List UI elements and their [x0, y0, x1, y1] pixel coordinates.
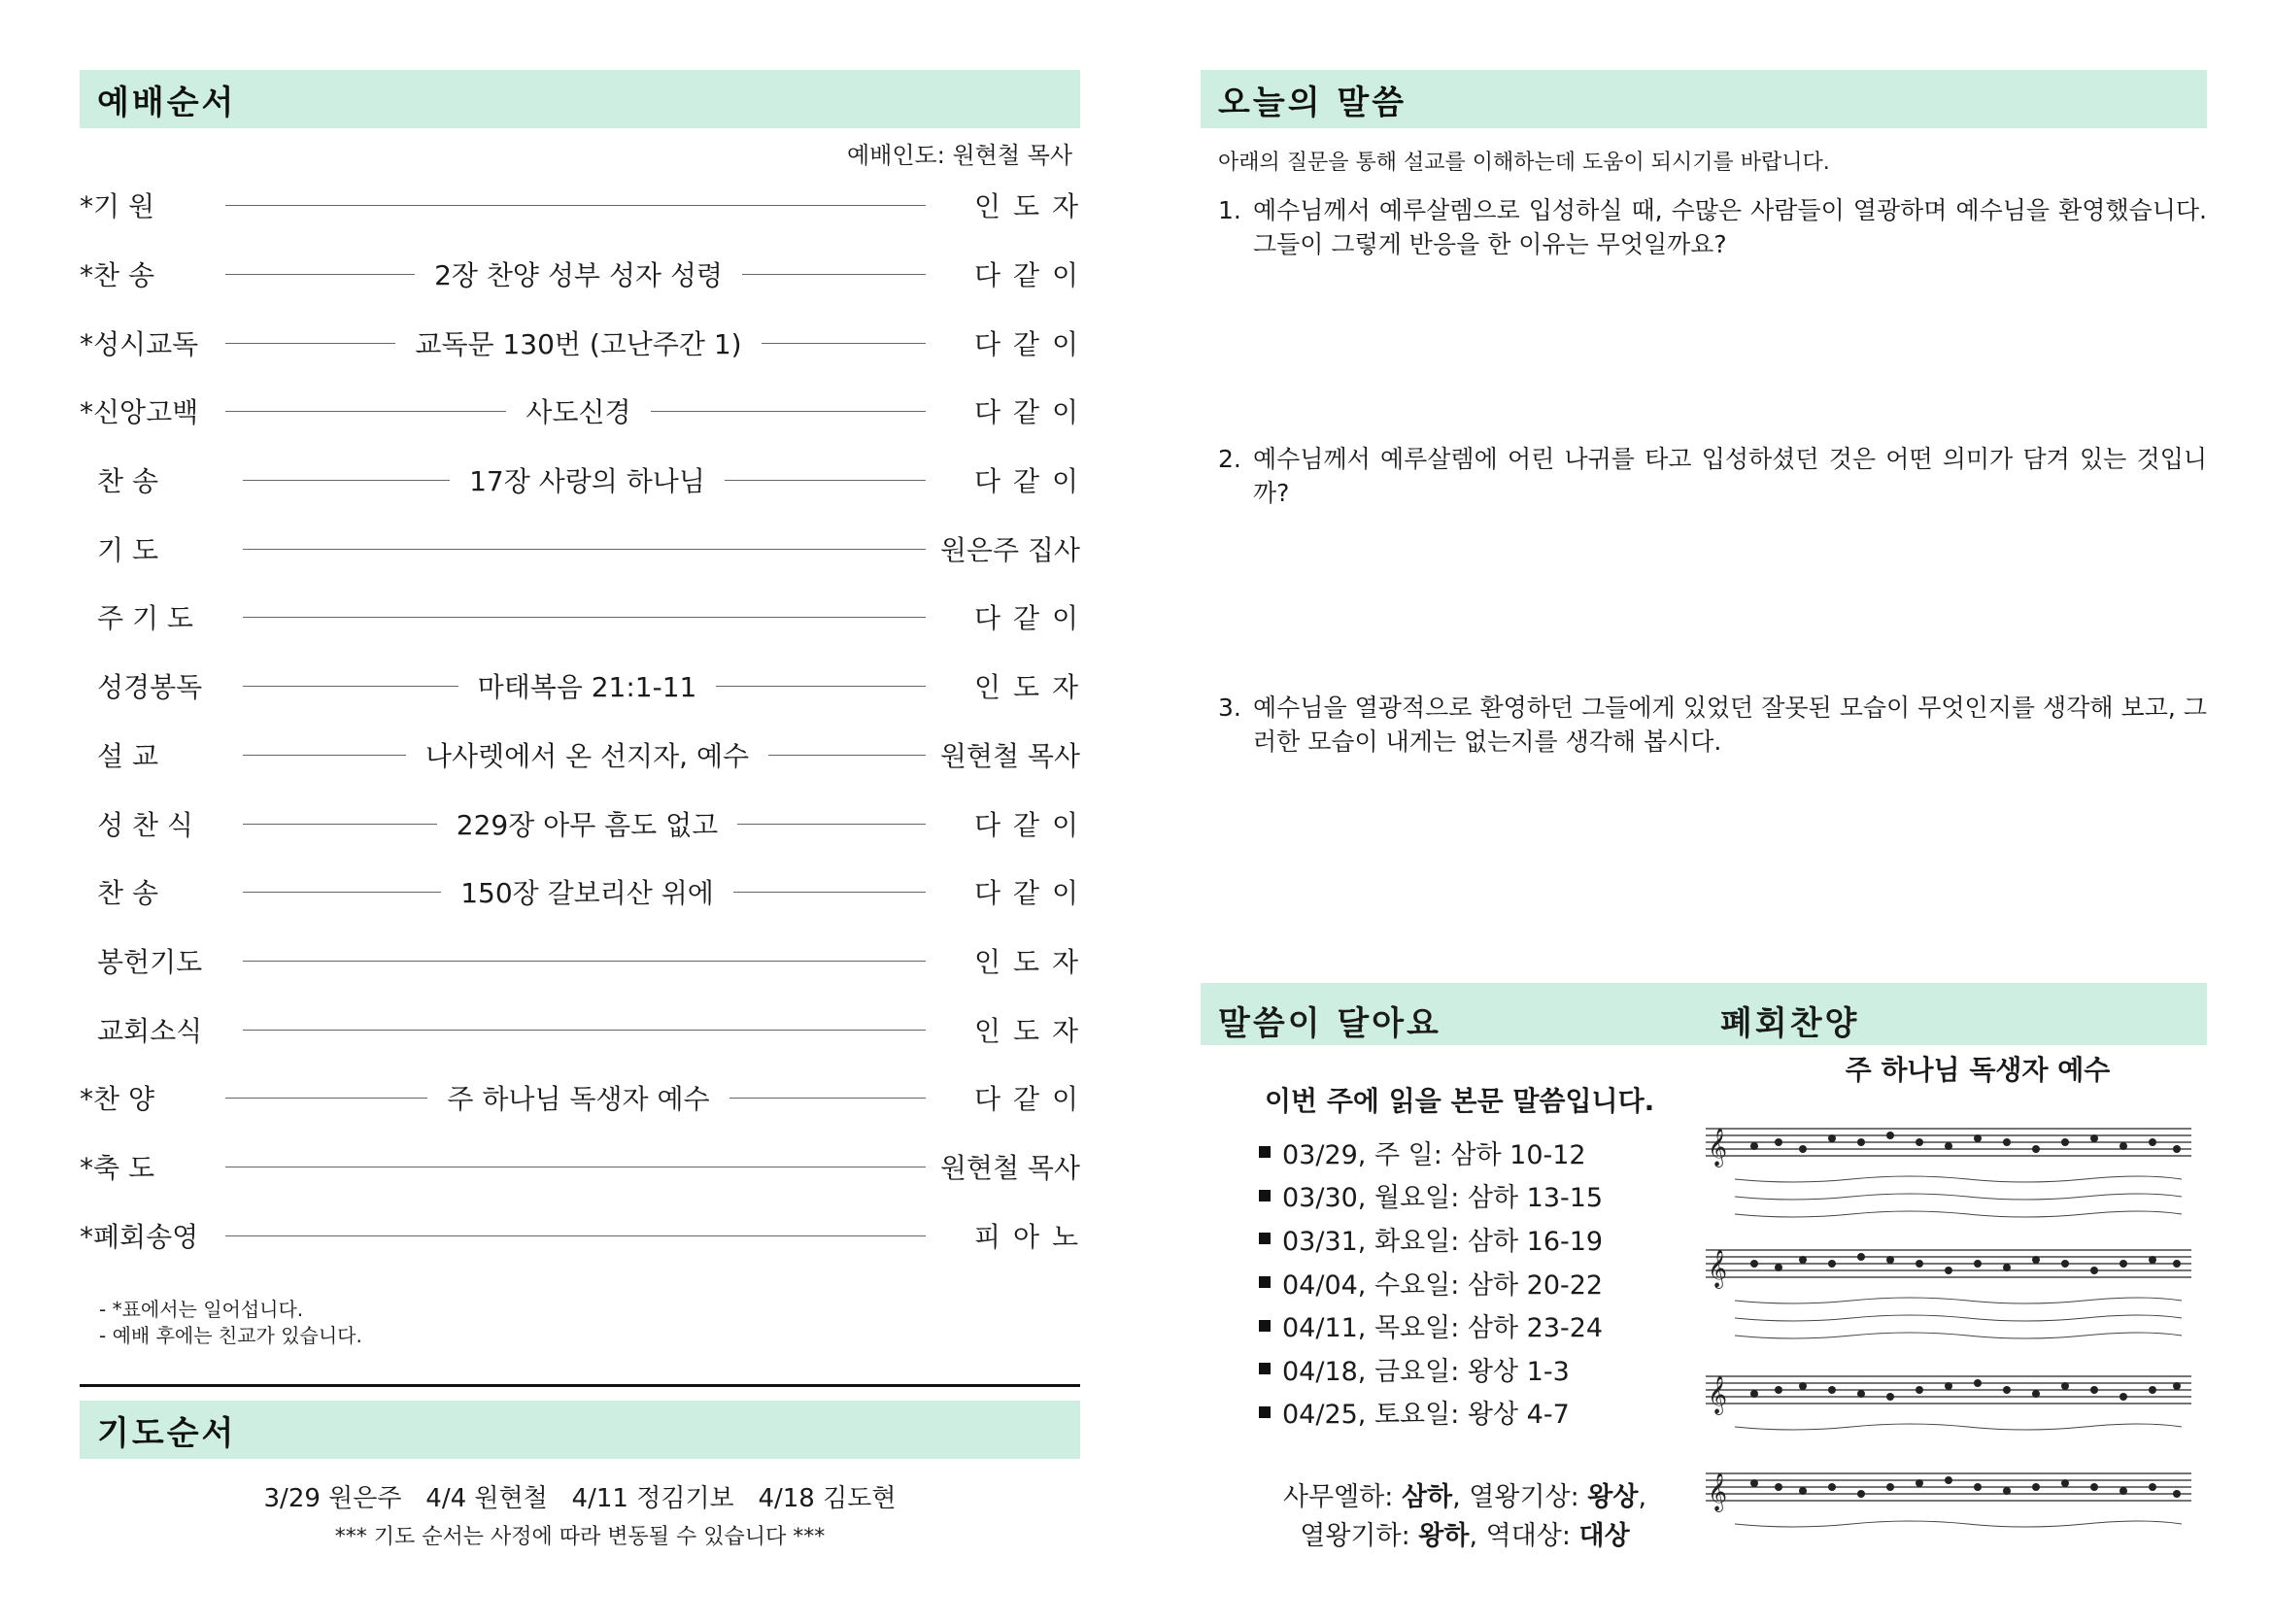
order-dotted-leader: [235, 872, 939, 911]
prayer-order-header: [80, 1401, 1080, 1459]
leader-line: [225, 1235, 926, 1236]
question-text: 예수님께서 예루살렘으로 입성하실 때, 수많은 사람들이 열광하며 예수님을 환영했습니다. 그들이 그렇게 반응을 한 이유는 무엇일까요?: [1253, 196, 2207, 258]
reading-item: [1259, 1174, 1603, 1218]
bullet-icon: [1259, 1406, 1271, 1418]
worship-order-header: [80, 70, 1080, 128]
order-dotted-leader: [235, 804, 939, 843]
order-performer: 다 같 이: [974, 327, 1080, 360]
reading-text: 04/18, 금요일: 왕상 1-3: [1282, 1356, 1570, 1387]
question-number: 2.: [1218, 445, 1241, 473]
order-label: 주 기 도: [97, 602, 193, 635]
sermon-intro: 아래의 질문을 통해 설교를 이해하는데 도움이 되시기를 바랍니다.: [1218, 151, 1830, 175]
reading-item: [1259, 1347, 1603, 1391]
question-number: 3.: [1218, 694, 1241, 722]
order-label: 교회소식: [97, 1014, 203, 1047]
svg-text:𝄞: 𝄞: [1708, 1472, 1728, 1511]
leader-line: [225, 205, 926, 206]
order-dotted-leader: [218, 1216, 939, 1255]
order-performer: 원은주 집사: [939, 533, 1080, 566]
order-title: 나사렛에서 온 선지자, 예수: [406, 735, 768, 774]
order-dotted-leader: [235, 597, 939, 636]
order-performer: 다 같 이: [974, 396, 1080, 429]
abbr-line-1: [1271, 1478, 1659, 1517]
reading-text: 04/11, 목요일: 삼하 23-24: [1282, 1313, 1604, 1344]
reading-text: 04/25, 토요일: 왕상 4-7: [1282, 1400, 1570, 1431]
closing-song-title: 주 하나님 독생자 예수: [1845, 1054, 2111, 1086]
order-performer: 다 같 이: [974, 1083, 1080, 1116]
order-row: [80, 927, 1080, 996]
order-dotted-leader: [235, 666, 939, 705]
abbr-text: , 열왕기상:: [1452, 1482, 1588, 1512]
reading-item: [1259, 1391, 1603, 1435]
worship-order-title: 예배순서: [97, 83, 237, 122]
order-label: 성경봉독: [97, 671, 203, 704]
bullet-icon: [1259, 1320, 1271, 1332]
bullet-icon: [1259, 1363, 1271, 1374]
order-performer: 다 같 이: [974, 808, 1080, 841]
order-performer: 원현철 목사: [939, 1151, 1080, 1184]
order-label: *찬 송: [80, 259, 154, 292]
reading-item: [1259, 1217, 1603, 1261]
order-performer: 다 같 이: [974, 465, 1080, 498]
order-performer: 다 같 이: [974, 259, 1080, 292]
question-text: 예수님께서 예루살렘에 어린 나귀를 타고 입성하셨던 것은 어떤 의미가 담겨 있는 것입니까?: [1253, 445, 2207, 507]
worship-order-panel: [80, 70, 1080, 1550]
leader-line: [243, 549, 926, 550]
order-title: 마태복음 21:1-11: [458, 666, 717, 705]
question-1: [1201, 193, 2207, 261]
order-title: 주 하나님 독생자 예수: [427, 1078, 729, 1117]
reading-header: 말씀이 달아요: [1218, 1004, 1441, 1043]
abbr-bold: 왕상: [1587, 1482, 1639, 1512]
order-row: [80, 308, 1080, 377]
order-performer: 인 도 자: [974, 671, 1080, 704]
order-row: [80, 1201, 1080, 1269]
book-abbreviations: [1271, 1478, 1659, 1556]
sermon-panel: [1201, 70, 2207, 1614]
order-row: [80, 721, 1080, 790]
question-text: 예수님을 열광적으로 환영하던 그들에게 있었던 잘못된 모습이 무엇인지를 생각해 보고, 그러한 모습이 내게는 없는지를 생각해 봅시다.: [1253, 694, 2207, 756]
reading-list: [1259, 1131, 1603, 1434]
order-row: [80, 514, 1080, 583]
bullet-icon: [1259, 1233, 1271, 1244]
order-dotted-leader: [218, 1078, 939, 1117]
order-performer: 다 같 이: [974, 877, 1080, 910]
order-title: 교독문 130번 (고난주간 1): [395, 323, 761, 362]
reading-item: [1259, 1261, 1603, 1304]
order-row: [80, 1064, 1080, 1133]
question-3: [1201, 691, 2207, 759]
order-label: *폐회송영: [80, 1220, 199, 1253]
bullet-icon: [1259, 1190, 1271, 1201]
order-title: 2장 찬양 성부 성자 성령: [415, 254, 742, 293]
order-dotted-leader: [235, 460, 939, 499]
order-label: 설 교: [97, 739, 158, 772]
question-2: [1201, 442, 2207, 510]
reading-text: 04/04, 수요일: 삼하 20-22: [1282, 1269, 1604, 1301]
divider: [80, 1384, 1080, 1387]
bullet-icon: [1259, 1276, 1271, 1288]
sermon-title: 오늘의 말씀: [1218, 83, 1407, 122]
order-row: [80, 377, 1080, 446]
order-performer: 피 아 노: [974, 1220, 1080, 1253]
order-dotted-leader: [235, 529, 939, 568]
abbr-bold: 대상: [1578, 1521, 1630, 1551]
reading-title: 이번 주에 읽을 본문 말씀입니다.: [1265, 1085, 1655, 1117]
note-line: - *표에서는 일어섭니다.: [99, 1298, 304, 1321]
closing-hymn-header: 폐회찬양: [1720, 1004, 1860, 1043]
order-dotted-leader: [218, 1147, 939, 1186]
svg-text:𝄞: 𝄞: [1708, 1128, 1728, 1167]
order-row: [80, 583, 1080, 652]
abbr-text: 사무엘하:: [1282, 1482, 1402, 1512]
worship-notes: [80, 1297, 1080, 1349]
prayer-schedule: 3/29 원은주 4/4 원현철 4/11 정김기보 4/18 김도현: [263, 1484, 897, 1513]
order-performer: 인 도 자: [974, 1014, 1080, 1047]
order-title: 사도신경: [506, 391, 650, 430]
abbr-text: ,: [1638, 1482, 1647, 1512]
abbr-bold: 삼하: [1401, 1482, 1453, 1512]
order-dotted-leader: [235, 735, 939, 774]
order-performer: 다 같 이: [974, 602, 1080, 635]
reading-item: [1259, 1131, 1603, 1174]
reading-text: 03/31, 화요일: 삼하 16-19: [1282, 1226, 1604, 1257]
reading-text: 03/29, 주 일: 삼하 10-12: [1282, 1139, 1586, 1170]
order-row: [80, 858, 1080, 927]
leader-line: [243, 961, 926, 962]
prayer-note: *** 기도 순서는 사정에 따라 변동될 수 있습니다 ***: [334, 1525, 826, 1549]
order-row: [80, 652, 1080, 721]
order-label: 찬 송: [97, 465, 158, 498]
order-title: 229장 아무 흠도 없고: [437, 804, 737, 843]
reading-text: 03/30, 월요일: 삼하 13-15: [1282, 1183, 1604, 1214]
order-dotted-leader: [218, 186, 939, 224]
sermon-header: [1201, 70, 2207, 128]
order-label: 기 도: [97, 533, 158, 566]
prayer-order-title: 기도순서: [97, 1413, 237, 1453]
order-label: *기 원: [80, 190, 154, 223]
order-label: *성시교독: [80, 327, 199, 360]
svg-text:𝄞: 𝄞: [1708, 1249, 1728, 1288]
note-line: - 예배 후에는 친교가 있습니다.: [99, 1324, 362, 1347]
order-dotted-leader: [235, 1010, 939, 1049]
order-row: [80, 1133, 1080, 1201]
abbr-text: , 역대상:: [1469, 1521, 1579, 1551]
order-label: *축 도: [80, 1151, 154, 1184]
order-label: 성 찬 식: [97, 808, 193, 841]
order-performer: 인 도 자: [974, 945, 1080, 978]
order-title: 17장 사랑의 하나님: [450, 460, 725, 499]
order-performer: 인 도 자: [974, 190, 1080, 223]
order-row: [80, 240, 1080, 309]
reading-item: [1259, 1303, 1603, 1347]
order-dotted-leader: [235, 941, 939, 980]
order-dotted-leader: [218, 254, 939, 293]
leader-line: [243, 1030, 926, 1031]
svg-text:𝄞: 𝄞: [1708, 1375, 1728, 1414]
worship-order-list: [80, 171, 1080, 1269]
abbr-line-2: [1271, 1517, 1659, 1556]
order-dotted-leader: [218, 391, 939, 430]
order-dotted-leader: [218, 323, 939, 362]
worship-leader: 예배인도: 원현철 목사: [847, 142, 1072, 169]
order-label: 봉헌기도: [97, 945, 203, 978]
sheet-music-image: [1696, 1100, 2201, 1624]
order-label: *신앙고백: [80, 396, 199, 429]
order-row: [80, 446, 1080, 515]
bottom-section-header: [1201, 983, 2207, 1045]
order-label: 찬 송: [97, 877, 158, 910]
order-row: [80, 995, 1080, 1064]
leader-line: [243, 617, 926, 618]
abbr-text: 열왕기하:: [1300, 1521, 1419, 1551]
bullet-icon: [1259, 1146, 1271, 1158]
order-row: [80, 789, 1080, 858]
question-number: 1.: [1218, 196, 1241, 224]
order-performer: 원현철 목사: [939, 739, 1080, 772]
abbr-bold: 왕하: [1418, 1521, 1470, 1551]
order-row: [80, 171, 1080, 240]
order-title: 150장 갈보리산 위에: [441, 872, 733, 911]
order-label: *찬 양: [80, 1083, 154, 1116]
